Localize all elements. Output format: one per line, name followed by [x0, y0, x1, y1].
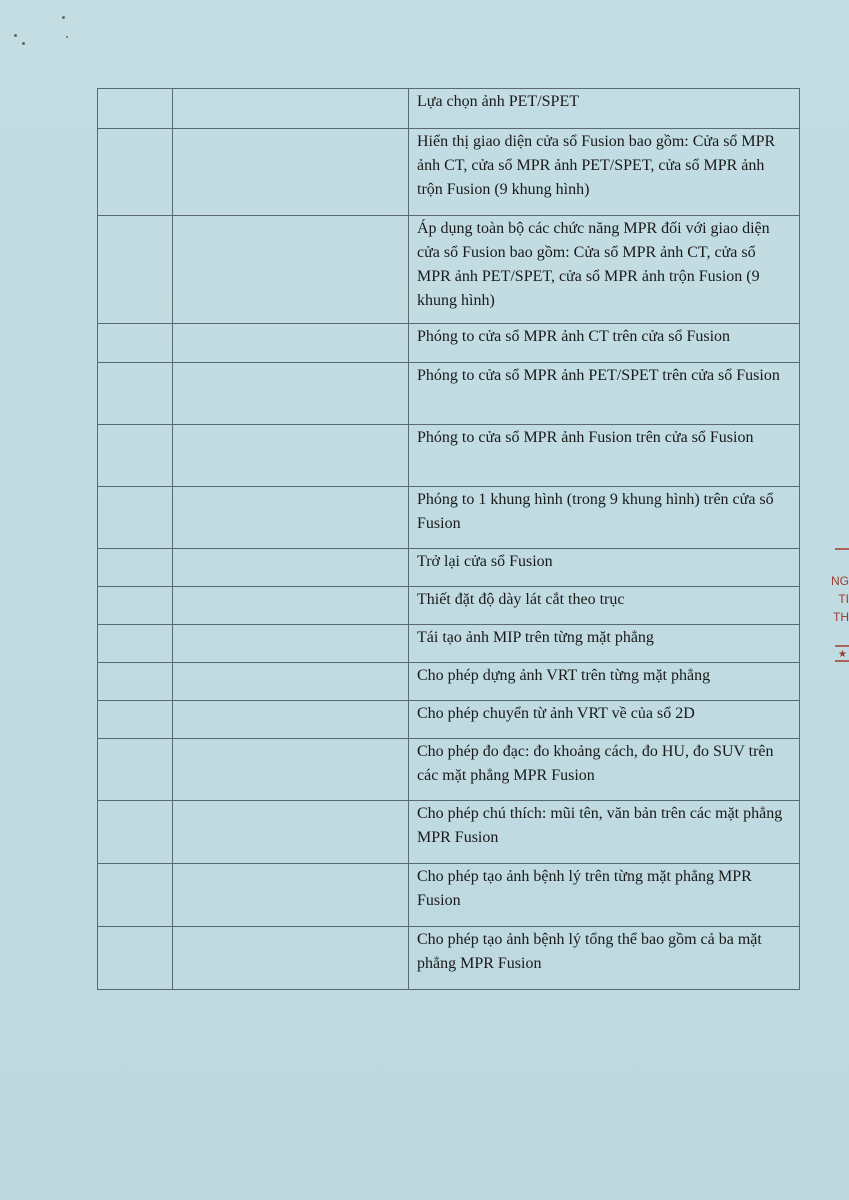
- dust-speck: [14, 34, 17, 37]
- category-cell: [173, 864, 409, 927]
- category-cell: [173, 663, 409, 701]
- index-cell: [98, 129, 173, 216]
- spec-table-body: [98, 89, 800, 990]
- stamp-edge-line: [835, 548, 849, 550]
- index-cell: [98, 864, 173, 927]
- feature-cell: Cho phép chuyển từ ảnh VRT về của sổ 2D: [409, 701, 800, 739]
- table-row: [98, 549, 800, 587]
- table-row: [98, 701, 800, 739]
- stamp-edge-text: TI: [838, 592, 849, 606]
- category-cell: [173, 625, 409, 663]
- index-cell: [98, 363, 173, 425]
- category-cell: [173, 216, 409, 324]
- index-cell: [98, 216, 173, 324]
- feature-cell: Phóng to cửa sổ MPR ảnh CT trên cửa sổ Fusion: [409, 324, 800, 363]
- table-row: [98, 129, 800, 216]
- category-cell: [173, 324, 409, 363]
- feature-cell: Cho phép tạo ảnh bệnh lý trên từng mặt phẳng MPR Fusion: [409, 864, 800, 927]
- feature-cell: Cho phép đo đạc: đo khoảng cách, đo HU, đo SUV trên các mặt phẳng MPR Fusion: [409, 739, 800, 801]
- table-row: [98, 487, 800, 549]
- dust-speck: [22, 42, 25, 45]
- table-row: [98, 739, 800, 801]
- feature-cell: Áp dụng toàn bộ các chức năng MPR đối với giao diện cửa sổ Fusion bao gồm: Cửa sổ MPR ảnh CT, cửa sổ MPR ảnh PET/SPET, cửa sổ MPR ảnh trộn Fusion (9 khung hình): [409, 216, 800, 324]
- category-cell: [173, 487, 409, 549]
- index-cell: [98, 927, 173, 990]
- category-cell: [173, 927, 409, 990]
- index-cell: [98, 587, 173, 625]
- feature-cell: Trở lại cửa sổ Fusion: [409, 549, 800, 587]
- table-row: [98, 216, 800, 324]
- table-row: [98, 927, 800, 990]
- feature-cell: Cho phép tạo ảnh bệnh lý tổng thể bao gồm cả ba mặt phẳng MPR Fusion: [409, 927, 800, 990]
- feature-cell: Cho phép dựng ảnh VRT trên từng mặt phẳng: [409, 663, 800, 701]
- category-cell: [173, 89, 409, 129]
- category-cell: [173, 801, 409, 864]
- feature-cell: Phóng to cửa sổ MPR ảnh Fusion trên cửa sổ Fusion: [409, 425, 800, 487]
- index-cell: [98, 625, 173, 663]
- stamp-edge-text: TH: [833, 610, 849, 624]
- index-cell: [98, 701, 173, 739]
- category-cell: [173, 425, 409, 487]
- table-row: [98, 89, 800, 129]
- stamp-edge-line: [835, 645, 849, 647]
- table-row: [98, 625, 800, 663]
- table-row: [98, 801, 800, 864]
- index-cell: [98, 89, 173, 129]
- table-row: [98, 587, 800, 625]
- feature-cell: Phóng to 1 khung hình (trong 9 khung hình) trên cửa sổ Fusion: [409, 487, 800, 549]
- table-row: [98, 425, 800, 487]
- star-icon: ★: [838, 649, 847, 660]
- stamp-edge-line: [835, 660, 849, 662]
- feature-cell: Thiết đặt độ dày lát cắt theo trục: [409, 587, 800, 625]
- index-cell: [98, 487, 173, 549]
- feature-cell: Tái tạo ảnh MIP trên từng mặt phẳng: [409, 625, 800, 663]
- table-row: [98, 864, 800, 927]
- feature-cell: Lựa chọn ảnh PET/SPET: [409, 89, 800, 129]
- table-row: [98, 324, 800, 363]
- index-cell: [98, 549, 173, 587]
- category-cell: [173, 129, 409, 216]
- table-row: [98, 363, 800, 425]
- dust-speck: [62, 16, 65, 19]
- category-cell: [173, 739, 409, 801]
- category-cell: [173, 363, 409, 425]
- table-row: [98, 663, 800, 701]
- index-cell: [98, 801, 173, 864]
- dust-speck: [66, 36, 68, 38]
- category-cell: [173, 587, 409, 625]
- feature-cell: Hiển thị giao diện cửa sổ Fusion bao gồm: Cửa sổ MPR ảnh CT, cửa sổ MPR ảnh PET/SPET, cửa sổ MPR ảnh trộn Fusion (9 khung hình): [409, 129, 800, 216]
- category-cell: [173, 549, 409, 587]
- feature-cell: Phóng to cửa sổ MPR ảnh PET/SPET trên cửa sổ Fusion: [409, 363, 800, 425]
- spec-table: [97, 88, 800, 990]
- category-cell: [173, 701, 409, 739]
- index-cell: [98, 663, 173, 701]
- feature-cell: Cho phép chú thích: mũi tên, văn bản trên các mặt phẳng MPR Fusion: [409, 801, 800, 864]
- index-cell: [98, 324, 173, 363]
- stamp-edge-text: NG: [831, 574, 849, 588]
- index-cell: [98, 739, 173, 801]
- index-cell: [98, 425, 173, 487]
